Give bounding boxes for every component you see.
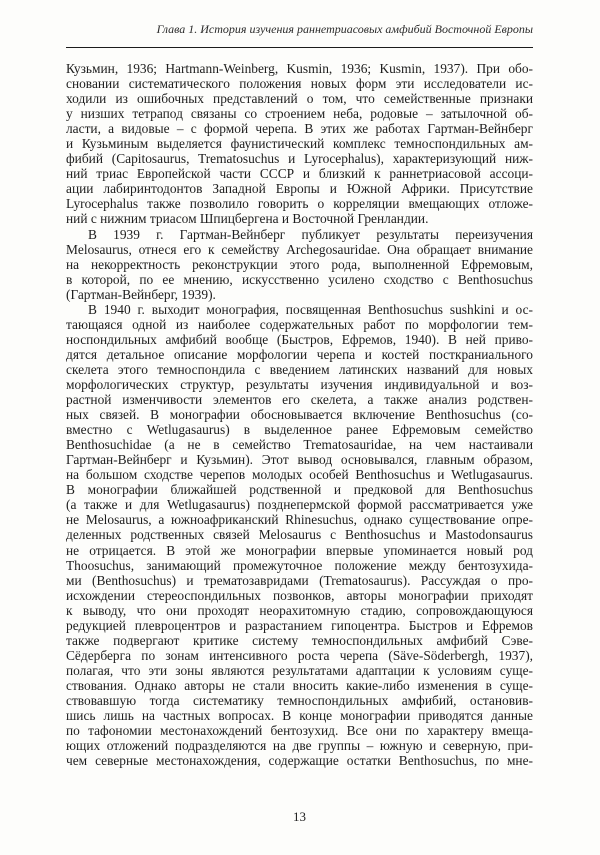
text-line: ющих отложений подразделяются на две группы – южную и северную, при- bbox=[66, 738, 533, 754]
header-rule bbox=[66, 47, 533, 48]
text-line: Гартман-Вейнберг и Кузьмин). Этот вывод основывался, главным образом, bbox=[66, 452, 533, 468]
text-line: чем северные местонахождения, содержащие остатки Benthosuchus, по мне- bbox=[66, 753, 533, 769]
text-line: по тафономии местонахождений бентозухид. Все они по характеру вмеща- bbox=[66, 723, 533, 739]
text-line: ний с нижним триасом Шпицбергена и Восточной Гренландии. bbox=[66, 211, 429, 227]
text-line: ми (Benthosuchus) и трематозавридами (Trematosaurus). Рассуждая о про- bbox=[66, 572, 533, 588]
text-line: Кузьмин, 1936; Hartmann-Weinberg, Kusmin, 1936; Kusmin, 1937). При обо- bbox=[66, 61, 533, 76]
text-line: (Гартман-Вейнберг, 1939). bbox=[66, 286, 216, 302]
text-line: Benthosuchidae (а не в семейство Trematosauridae, на чем настаивали bbox=[66, 437, 533, 453]
text-line: на большом сходстве черепов молодых особей Benthosuchus и Wetlugasaurus. bbox=[66, 467, 533, 483]
text-line: В 1940 г. выходит монография, посвященная Benthosuchus sushkini и ос- bbox=[88, 301, 533, 317]
text-line: и Кузьминым выделяется фаунистический комплекс темноспондильных ам- bbox=[66, 136, 533, 152]
text-line: тающаяся одной из наиболее содержательных работ по морфологии тем- bbox=[66, 316, 533, 332]
text-line: ствовавшую тогда систематику темноспондильных амфибий, остановив- bbox=[66, 692, 533, 708]
text-line: Lyrocephalus также позволило говорить о корреляции вмещающих отложе- bbox=[66, 196, 533, 212]
text-line: ходили из ошибочных представлений о том, что семейственные признаки bbox=[66, 91, 533, 107]
content-column bbox=[66, 0, 533, 825]
text-line: носпондильных амфибий вообще (Быстров, Ефремов, 1940). В ней приво- bbox=[66, 331, 533, 347]
chapter-title: Глава 1. История изучения раннетриасовых амфибий Восточной Европы bbox=[156, 22, 533, 36]
text-line: ласти, а видовые – с формой черепа. В этих же работах Гартман-Вейнберг bbox=[66, 121, 533, 137]
text-line: также подвергают критике систему темноспондильных амфибий Сэве- bbox=[66, 632, 533, 648]
text-line: в которой, по ее мнению, искусственно усилено сходство с Benthosuchus bbox=[66, 271, 533, 287]
text-line: (а также и для Wetlugasaurus) позднепермской формой рассматривается уже bbox=[66, 497, 533, 513]
text-line: Thoosuchus, занимающий промежуточное положение между бентозухида- bbox=[66, 557, 533, 573]
text-line: В монографии ближайшей родственной и предковой для Benthosuchus bbox=[66, 482, 533, 498]
page-number: 13 bbox=[293, 809, 306, 825]
running-header bbox=[66, 0, 533, 36]
text-line: к выводу, что они проходят неорахитомную стадию, сопровождающуюся bbox=[66, 602, 533, 618]
text-line: не отрицается. В этой же монографии впервые упоминается новый род bbox=[66, 542, 533, 558]
text-line: исхождении стереоспондильных позвонков, авторы монографии приходят bbox=[66, 587, 533, 603]
text-line: шись лишь на частных вопросах. В конце монографии приводятся данные bbox=[66, 708, 533, 724]
text-line: редукцией плевроцентров и разрастанием гипоцентра. Быстров и Ефремов bbox=[66, 617, 533, 633]
body-text bbox=[66, 61, 533, 768]
text-line: Сёдерберга по зонам интенсивного роста черепа (Säve-Söderbergh, 1937), bbox=[66, 647, 533, 663]
text-line: морфологических структур, результаты изучения индивидуальной и воз- bbox=[66, 376, 533, 392]
text-line: сновании систематического положения новых форм эти исследователи ис- bbox=[66, 76, 533, 92]
text-line: растной изменчивости элементов его скелета, а также анализ родствен- bbox=[66, 392, 533, 408]
text-line: скелета этого темноспондила с введением латинских названий для новых bbox=[66, 361, 533, 377]
text-line: у низших тетрапод связаны со строением неба, родовые – затылочной об- bbox=[66, 106, 533, 122]
text-line: ных связей. В монографии обосновывается включение Benthosuchus (со- bbox=[66, 407, 533, 423]
text-line: ствования. Однако авторы не стали вносить какие-либо изменения в суще- bbox=[66, 677, 533, 693]
text-line: деленных родственных связей Melosaurus с Benthosuchus и Mastodonsaurus bbox=[66, 527, 533, 543]
text-line: вместно с Wetlugasaurus) в выделенное ранее Ефремовым семейство bbox=[66, 422, 533, 438]
text-line: В 1939 г. Гартман-Вейнберг публикует результаты переизучения bbox=[88, 226, 533, 242]
text-line: ации лабиринтодонтов Западной Европы и Южной Африки. Присутствие bbox=[66, 181, 533, 197]
text-line: не Melosaurus, а южноафриканский Rhinesuchus, однако существование опре- bbox=[66, 512, 533, 528]
text-line: фибий (Capitosaurus, Trematosuchus и Lyrocephalus), характеризующий ниж- bbox=[66, 151, 533, 167]
text-line: на некорректность реконструкции этого рода, выполненной Ефремовым, bbox=[66, 256, 533, 272]
text-line: дятся детальное описание морфологии черепа и костей посткраниального bbox=[66, 346, 533, 362]
text-line: Melosaurus, отнеся его к семейству Archegosauridae. Она обращает внимание bbox=[66, 241, 533, 257]
text-line: ний триас Европейской части СССР и близкий к раннетриасовой ассоци- bbox=[66, 166, 533, 182]
text-line: полагая, что эти зоны являются результатами адаптации к условиям суще- bbox=[66, 662, 533, 678]
